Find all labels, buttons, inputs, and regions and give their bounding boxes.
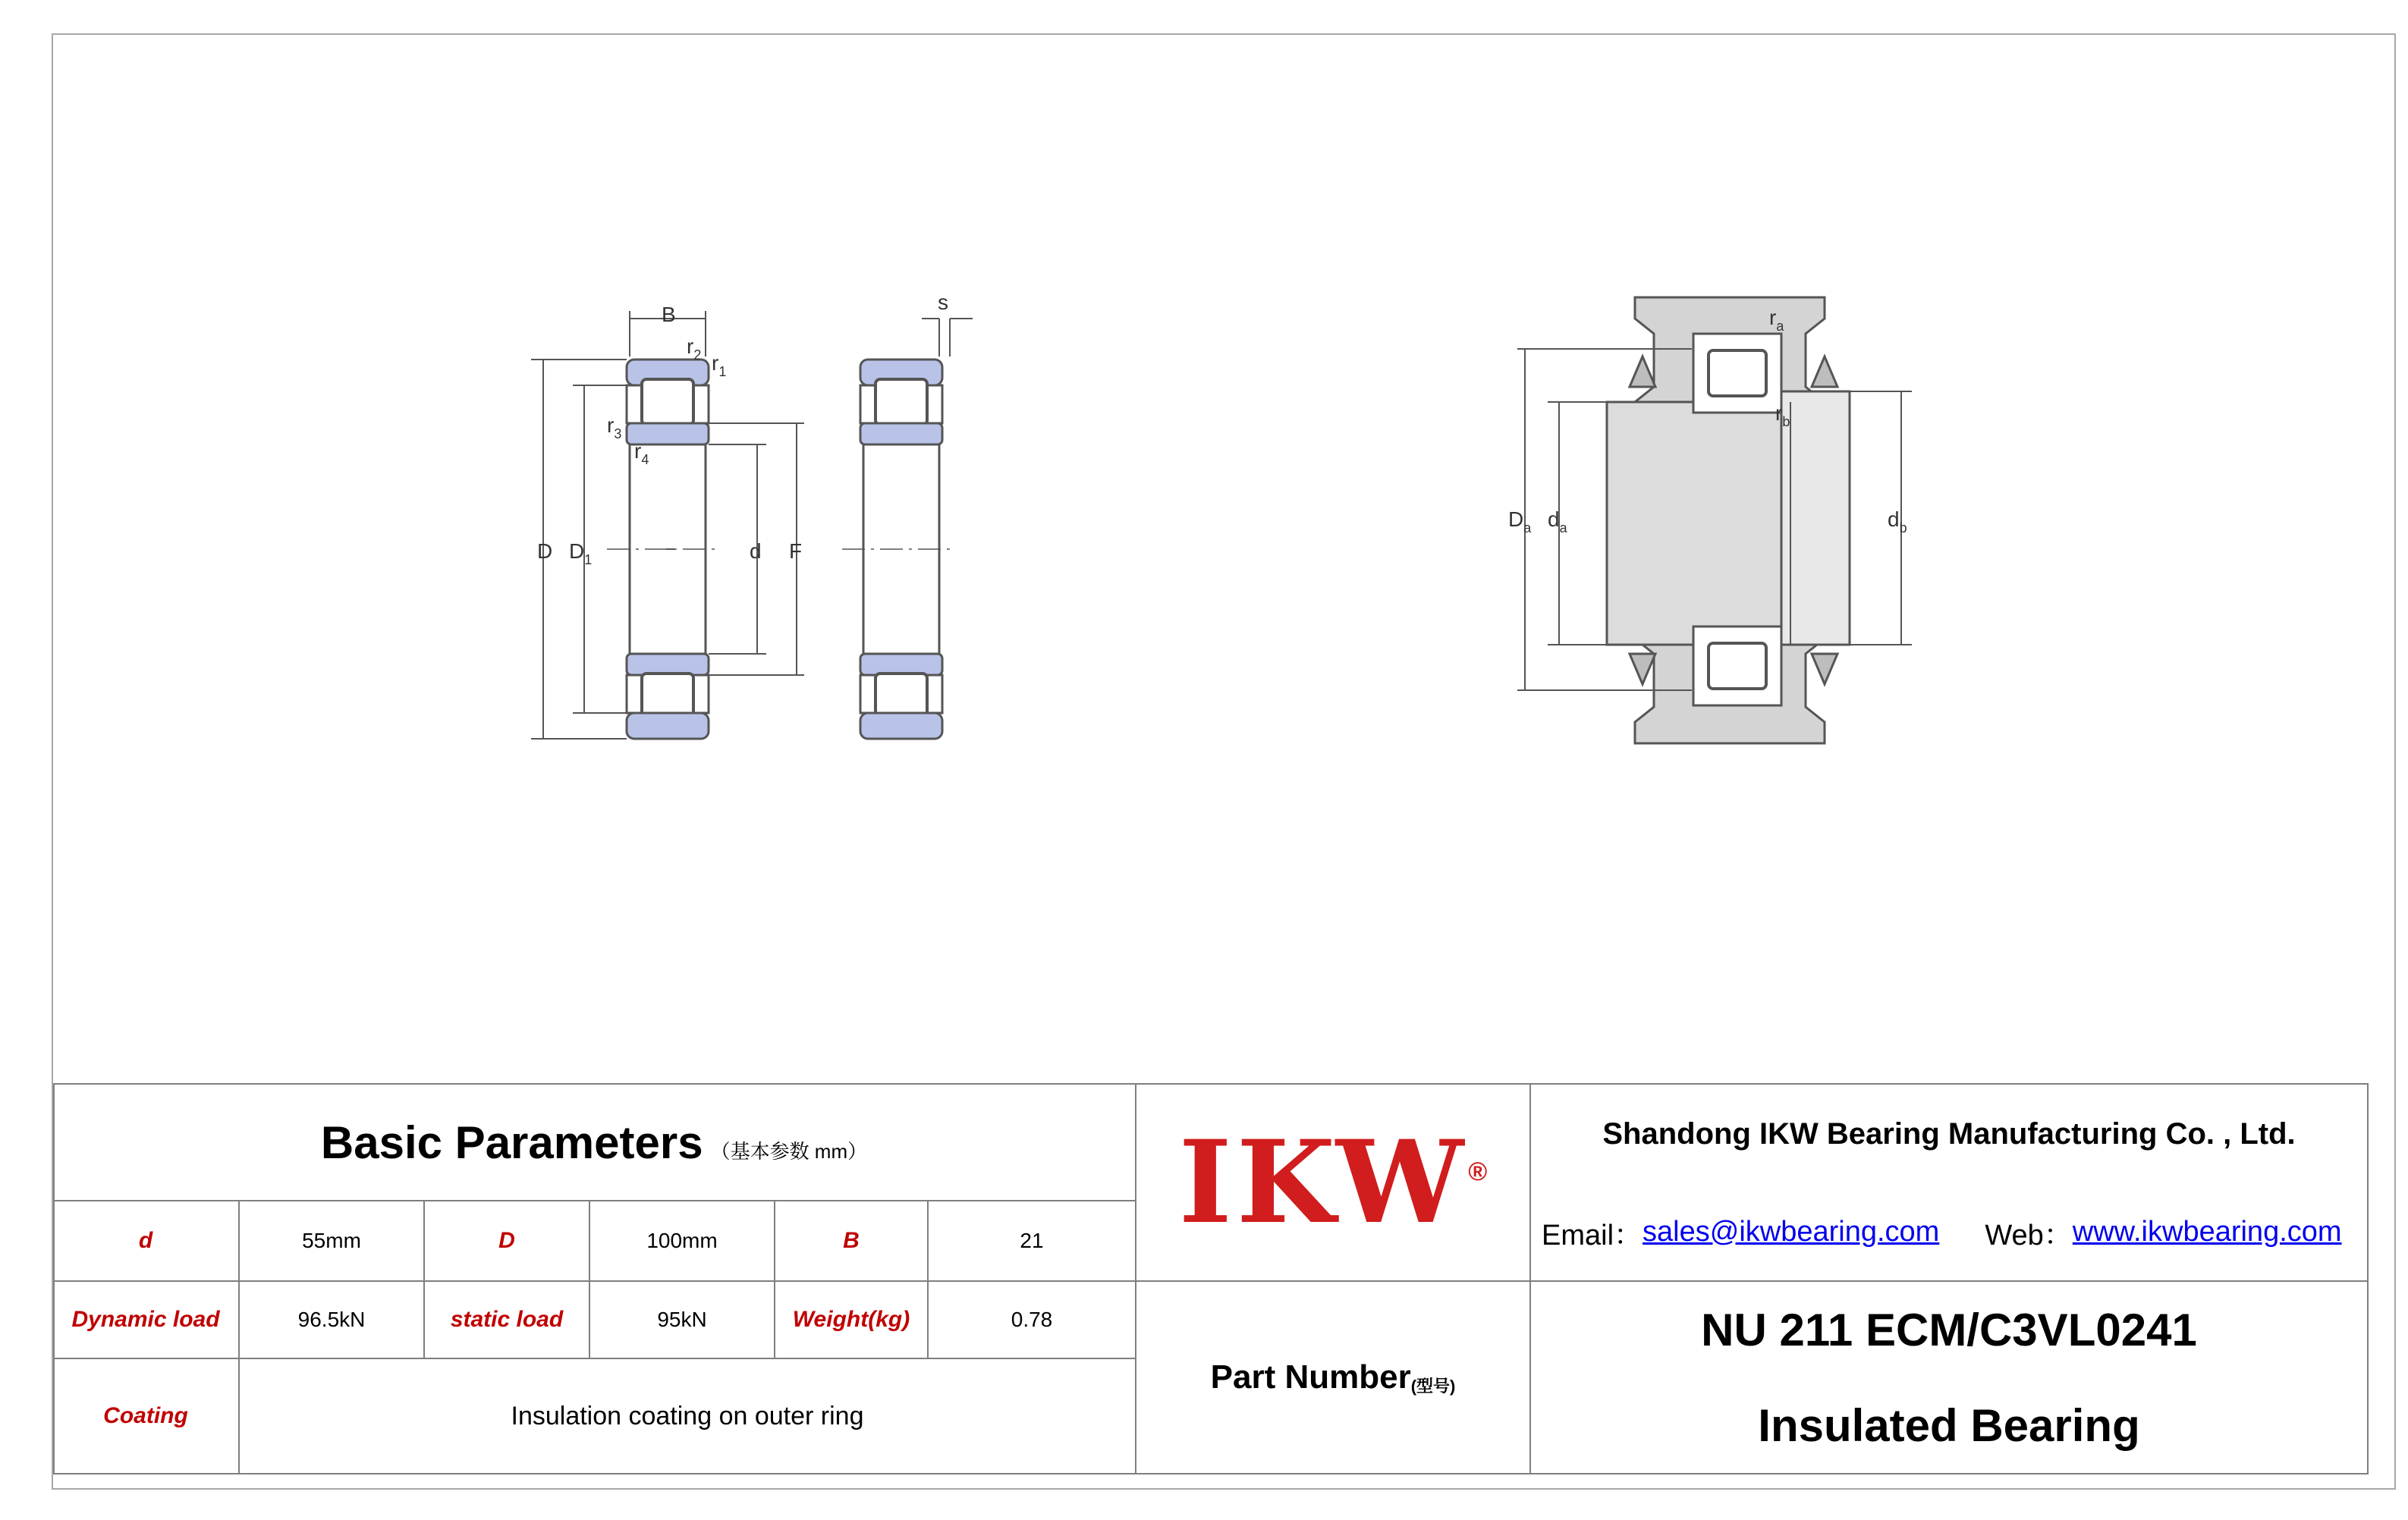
logo-text: IKW xyxy=(1178,1116,1469,1249)
label-d: d xyxy=(750,539,762,563)
web-label: Web： xyxy=(1985,1219,2073,1251)
label-D: D xyxy=(537,539,553,563)
label-dynamic-load: Dynamic load xyxy=(71,1307,220,1332)
bearing-cross-section-left xyxy=(607,360,721,739)
value-weight: 0.78 xyxy=(1011,1308,1053,1331)
params-subheading: （基本参数 mm） xyxy=(710,1139,868,1163)
value-static-load: 95kN xyxy=(657,1308,707,1331)
contact-line xyxy=(1531,1183,2367,1280)
bearing-side-section xyxy=(842,319,973,739)
value-d: 55mm xyxy=(302,1229,361,1252)
web-link[interactable]: www.ikwbearing.com xyxy=(2072,1215,2342,1248)
label-B-cell: B xyxy=(843,1228,860,1253)
part-number-label: Part Number xyxy=(1210,1358,1411,1396)
label-rb: $r_b$ xyxy=(1775,401,1790,429)
label-coating: Coating xyxy=(103,1403,188,1428)
label-da: $d_a$ xyxy=(1548,507,1567,535)
value-B: 21 xyxy=(1020,1229,1044,1252)
label-F: F xyxy=(789,539,803,563)
label-ra: $r_a$ xyxy=(1769,306,1784,334)
label-weight: Weight(kg) xyxy=(792,1307,910,1332)
params-title xyxy=(53,1085,1135,1200)
label-D-cell: D xyxy=(498,1228,515,1253)
label-r2: $r_2$ xyxy=(687,334,702,363)
mounting-drawing xyxy=(1607,297,1850,743)
label-r4: $r_4$ xyxy=(634,439,649,467)
email-link[interactable]: sales@ikwbearing.com xyxy=(1643,1215,1940,1248)
value-coating: Insulation coating on outer ring xyxy=(511,1401,864,1430)
title-block xyxy=(53,1083,2369,1474)
label-static-load: static load xyxy=(450,1307,564,1332)
value-D: 100mm xyxy=(646,1229,718,1252)
registered-mark: ® xyxy=(1468,1157,1488,1186)
company-name: Shandong IKW Bearing Manufacturing Co. , Ltd. xyxy=(1602,1116,2296,1151)
label-s: s xyxy=(938,290,948,314)
email-label: Email： xyxy=(1542,1219,1643,1251)
label-r1: $r_1$ xyxy=(712,351,727,379)
label-B: B xyxy=(662,303,676,326)
part-number-value: NU 211 ECM/C3VL0241 xyxy=(1701,1304,2197,1355)
label-Da: $D_a$ xyxy=(1508,507,1532,535)
value-dynamic-load: 96.5kN xyxy=(297,1308,366,1331)
params-heading: Basic Parameters xyxy=(320,1116,703,1168)
bearing-type: Insulated Bearing xyxy=(1758,1399,2140,1451)
part-number-label-cn: (型号) xyxy=(1410,1376,1456,1396)
label-r3: $r_3$ xyxy=(607,413,622,441)
label-D1: $D_1$ xyxy=(569,539,593,567)
label-db: $d_b$ xyxy=(1888,507,1907,535)
ikw-logo xyxy=(1136,1085,1529,1280)
label-d-cell: d xyxy=(138,1228,153,1253)
part-number-label-cell xyxy=(1136,1282,1529,1473)
